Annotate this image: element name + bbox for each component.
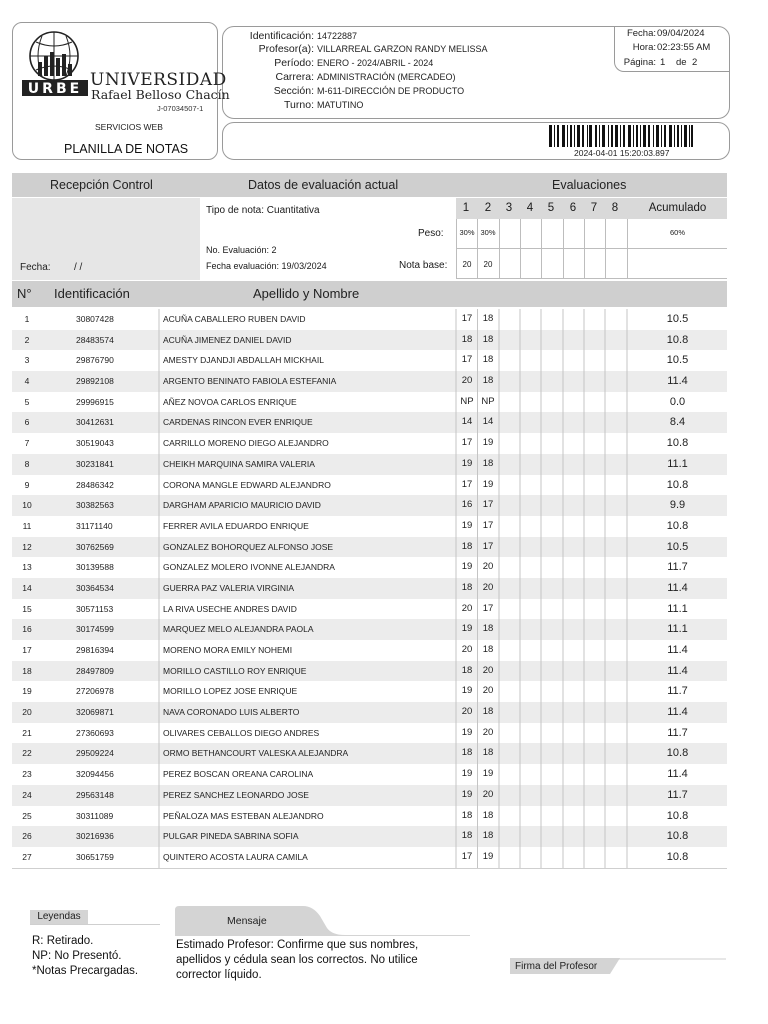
- fecha-label: Fecha:: [626, 28, 656, 39]
- row-nombre: ACUÑA CABALLERO RUBEN DAVID: [163, 314, 306, 324]
- row-nombre: OLIVARES CEBALLOS DIEGO ANDRES: [163, 727, 320, 738]
- row-nombre: MORILLO LOPEZ JOSE ENRIQUE: [163, 686, 298, 697]
- row-nombre: PULGAR PINEDA SABRINA SOFIA: [163, 831, 299, 842]
- row-acumulado: 10.5: [666, 313, 689, 325]
- row-acumulado: 10.5: [666, 540, 689, 553]
- table-bottom-border: [12, 868, 727, 869]
- row-identificacion: 29996915: [76, 396, 114, 407]
- row-identificacion: 31171140: [76, 520, 113, 531]
- eval-col-5: 5: [547, 202, 555, 214]
- row-eval-1: 18: [461, 664, 473, 676]
- row-eval-1: 19: [461, 768, 473, 780]
- row-eval-1: 20: [461, 602, 473, 614]
- fecha-evaluacion: Fecha evaluación: 19/03/2024: [206, 261, 327, 271]
- table-row: [12, 619, 727, 640]
- row-number: 11: [22, 520, 32, 531]
- row-identificacion: 30807428: [76, 314, 114, 324]
- row-eval-2: 18: [482, 375, 494, 387]
- row-eval-1: 19: [461, 519, 473, 531]
- turno-value: MATUTINO: [317, 100, 364, 110]
- row-acumulado: 10.8: [666, 830, 689, 843]
- row-number: 24: [22, 789, 32, 800]
- row-acumulado: 8.4: [669, 416, 686, 429]
- row-identificacion: 30412631: [76, 417, 114, 428]
- row-nombre: AMESTY DJANDJI ABDALLAH MICKHAIL: [163, 355, 324, 366]
- row-number: 10: [22, 500, 32, 511]
- row-eval-2: 19: [482, 437, 494, 449]
- row-nombre: GONZALEZ MOLERO IVONNE ALEJANDRA: [163, 562, 335, 573]
- row-eval-1: 18: [461, 809, 473, 821]
- row-acumulado: 11.7: [667, 788, 688, 801]
- row-identificacion: 30571153: [76, 603, 114, 614]
- mensaje-tab-shape: [175, 906, 475, 938]
- row-eval-1: 14: [461, 416, 473, 428]
- row-acumulado: 11.1: [667, 602, 688, 615]
- row-eval-1: 18: [461, 540, 473, 552]
- row-number: 26: [22, 831, 32, 842]
- row-acumulado: 11.4: [667, 644, 688, 656]
- hora-value: 02:23:55 AM: [657, 42, 711, 53]
- row-nombre: MORENO MORA EMILY NOHEMI: [163, 645, 293, 655]
- table-row: [12, 785, 727, 806]
- row-number: 3: [24, 355, 30, 366]
- turno-label: Turno:: [284, 99, 314, 111]
- row-eval-1: 17: [461, 313, 473, 324]
- row-number: 8: [24, 458, 30, 469]
- table-row: [12, 806, 727, 827]
- table-row: [12, 454, 727, 475]
- row-acumulado: 10.8: [666, 809, 689, 822]
- row-identificacion: 32069871: [76, 707, 114, 718]
- hora-label: Hora:: [632, 42, 656, 53]
- eval-col-4: 4: [526, 202, 534, 214]
- row-eval-2: 18: [482, 809, 494, 821]
- table-row: [12, 640, 727, 661]
- mensaje-title: Mensaje: [227, 915, 267, 927]
- row-acumulado: 10.8: [666, 519, 689, 532]
- tipo-nota: Tipo de nota: Cuantitativa: [206, 205, 320, 216]
- row-eval-1: 18: [461, 333, 473, 345]
- row-number: 12: [22, 541, 32, 552]
- pagina-label: Página:: [623, 57, 656, 68]
- row-number: 17: [22, 645, 32, 655]
- grid-divider: [456, 248, 727, 249]
- document-title: PLANILLA DE NOTAS: [64, 142, 189, 156]
- row-nombre: DARGHAM APARICIO MAURICIO DAVID: [163, 500, 321, 511]
- service-label: SERVICIOS WEB: [95, 122, 163, 132]
- row-eval-2: 18: [482, 623, 494, 635]
- eval-col-3: 3: [505, 202, 513, 214]
- university-subname: Rafael Belloso Chacín: [91, 87, 230, 102]
- row-number: 19: [22, 686, 32, 697]
- row-identificacion: 28497809: [76, 665, 114, 676]
- row-acumulado: 11.7: [667, 726, 688, 739]
- row-nombre: GUERRA PAZ VALERIA VIRGINIA: [163, 582, 294, 593]
- row-identificacion: 28486342: [76, 479, 114, 490]
- peso-1: 30%: [459, 228, 475, 237]
- table-row: [12, 350, 727, 371]
- row-nombre: MARQUEZ MELO ALEJANDRA PAOLA: [163, 624, 314, 635]
- row-identificacion: 27360693: [76, 727, 114, 738]
- row-identificacion: 30651759: [76, 851, 114, 862]
- recepcion-header: Recepción Control: [50, 178, 153, 192]
- row-identificacion: 29876790: [76, 355, 114, 366]
- table-row: [12, 557, 727, 578]
- row-nombre: LA RIVA USECHE ANDRES DAVID: [163, 603, 297, 614]
- nota-base-2: 20: [483, 260, 493, 269]
- row-identificacion: 28483574: [76, 334, 114, 345]
- row-acumulado: 11.4: [667, 768, 688, 781]
- table-row: [12, 847, 727, 868]
- row-eval-2: 18: [482, 830, 494, 842]
- barcode-image: [549, 125, 693, 147]
- row-eval-1: 18: [461, 581, 473, 593]
- nota-base-label: Nota base:: [399, 260, 448, 271]
- row-nombre: ACUÑA JIMENEZ DANIEL DAVID: [163, 334, 292, 345]
- row-acumulado: 9.9: [669, 499, 686, 512]
- row-identificacion: 30311089: [76, 810, 114, 821]
- row-eval-1: 19: [461, 788, 473, 800]
- row-number: 21: [22, 727, 32, 738]
- row-identificacion: 30364534: [76, 582, 114, 593]
- row-acumulado: 11.1: [667, 623, 688, 636]
- row-eval-2: 17: [482, 540, 494, 552]
- row-nombre: ARGENTO BENINATO FABIOLA ESTEFANIA: [163, 376, 337, 387]
- row-eval-1: NP: [460, 395, 474, 407]
- row-eval-1: 19: [461, 726, 473, 738]
- acumulado-peso: 60%: [669, 228, 685, 237]
- row-acumulado: 11.4: [667, 664, 688, 677]
- row-acumulado: 10.8: [666, 478, 689, 491]
- acumulado-header: Acumulado: [648, 202, 707, 214]
- leyendas-title: Leyendas: [30, 910, 88, 924]
- row-identificacion: 29892108: [76, 376, 114, 387]
- row-eval-1: 17: [461, 354, 473, 366]
- eval-col-8: 8: [611, 202, 619, 214]
- table-row: [12, 371, 727, 392]
- row-nombre: AÑEZ NOVOA CARLOS ENRIQUE: [163, 396, 297, 407]
- row-eval-2: 18: [482, 747, 494, 759]
- row-eval-2: 18: [482, 457, 494, 469]
- row-identificacion: 29509224: [76, 748, 114, 759]
- row-eval-2: 18: [482, 354, 494, 366]
- identificacion-label: Identificación:: [249, 30, 314, 42]
- row-eval-1: 20: [461, 375, 473, 387]
- row-number: 22: [22, 748, 32, 759]
- row-number: 14: [22, 582, 32, 593]
- row-acumulado: 11.4: [667, 581, 688, 594]
- barcode-timestamp: 2024-04-01 15:20:03.897: [574, 148, 670, 158]
- col-nombre: Apellido y Nombre: [253, 286, 360, 301]
- row-acumulado: 0.0: [669, 395, 686, 408]
- row-eval-1: 19: [461, 457, 473, 469]
- row-acumulado: 10.8: [666, 333, 689, 346]
- row-eval-1: 19: [461, 561, 473, 573]
- table-row: [12, 495, 727, 516]
- grid-line: [520, 219, 521, 279]
- row-eval-1: 18: [461, 747, 473, 759]
- row-nombre: CORONA MANGLE EDWARD ALEJANDRO: [163, 479, 331, 490]
- col-num: N°: [17, 286, 32, 301]
- identificacion-value: 14722887: [317, 31, 358, 41]
- row-nombre: MORILLO CASTILLO ROY ENRIQUE: [163, 665, 307, 676]
- row-number: 25: [22, 810, 32, 821]
- table-row: [12, 537, 727, 558]
- table-row: [12, 392, 727, 413]
- row-number: 15: [22, 603, 32, 614]
- row-number: 9: [24, 479, 30, 490]
- row-nombre: ORMO BETHANCOURT VALESKA ALEJANDRA: [163, 748, 349, 759]
- grid-line: [499, 219, 500, 279]
- table-row: [12, 826, 727, 847]
- row-nombre: PEÑALOZA MAS ESTEBAN ALEJANDRO: [163, 810, 324, 821]
- row-eval-2: 20: [482, 561, 494, 573]
- reception-fecha-label: Fecha:: [20, 262, 51, 273]
- leyenda-item: *Notas Precargadas.: [32, 965, 139, 977]
- row-eval-2: 17: [482, 499, 494, 511]
- university-name: UNIVERSIDAD: [90, 70, 227, 90]
- row-eval-1: 20: [461, 706, 473, 718]
- table-row: [12, 681, 727, 702]
- row-number: 20: [22, 707, 32, 718]
- row-acumulado: 10.8: [666, 747, 689, 760]
- eval-col-7: 7: [590, 202, 598, 214]
- row-identificacion: 30216936: [76, 831, 114, 842]
- row-eval-1: 19: [461, 623, 473, 635]
- grid-line: [541, 219, 542, 279]
- row-number: 13: [22, 562, 32, 573]
- row-nombre: GONZALEZ BOHORQUEZ ALFONSO JOSE: [163, 541, 334, 552]
- row-nombre: CARDENAS RINCON EVER ENRIQUE: [163, 417, 313, 428]
- profesor-value: VILLARREAL GARZON RANDY MELISSA: [317, 44, 488, 54]
- table-row: [12, 661, 727, 682]
- total-pages-value: 2: [692, 57, 698, 68]
- table-row: [12, 743, 727, 764]
- row-eval-2: 19: [482, 768, 494, 780]
- row-eval-1: 17: [461, 478, 473, 490]
- row-acumulado: 11.7: [667, 685, 688, 698]
- row-acumulado: 11.1: [667, 457, 688, 470]
- row-number: 27: [22, 851, 32, 862]
- row-number: 23: [22, 769, 32, 780]
- seccion-label: Sección:: [273, 85, 314, 97]
- peso-2: 30%: [480, 228, 496, 237]
- de-label: de: [676, 57, 687, 68]
- row-eval-2: 20: [482, 726, 494, 738]
- table-row: [12, 516, 727, 537]
- col-identificacion: Identificación: [54, 286, 130, 301]
- row-identificacion: 30231841: [76, 458, 114, 469]
- logo-lettering: URBE: [27, 81, 83, 97]
- row-nombre: QUINTERO ACOSTA LAURA CAMILA: [163, 851, 308, 862]
- row-eval-1: 18: [461, 830, 473, 842]
- row-eval-1: 17: [461, 850, 473, 862]
- nota-base-1: 20: [462, 260, 472, 269]
- periodo-label: Período:: [274, 57, 314, 69]
- fecha-value: 09/04/2024: [657, 28, 705, 39]
- row-acumulado: 11.7: [667, 561, 688, 574]
- table-row: [12, 702, 727, 723]
- table-row: [12, 475, 727, 496]
- row-eval-2: 18: [482, 313, 494, 324]
- row-eval-1: 16: [461, 499, 473, 511]
- eval-col-2: 2: [484, 202, 492, 214]
- row-acumulado: 10.5: [666, 354, 689, 367]
- table-row: [12, 578, 727, 599]
- row-eval-1: 20: [461, 644, 473, 655]
- row-nombre: CARRILLO MORENO DIEGO ALEJANDRO: [163, 438, 329, 449]
- row-number: 4: [24, 376, 30, 387]
- row-eval-2: 20: [482, 664, 494, 676]
- row-eval-2: 19: [482, 478, 494, 490]
- row-eval-2: 17: [482, 602, 494, 614]
- row-identificacion: 29816394: [76, 645, 114, 655]
- students-table: [12, 309, 727, 868]
- row-acumulado: 11.4: [667, 706, 688, 719]
- table-row: [12, 309, 727, 330]
- table-row: [12, 412, 727, 433]
- table-row: [12, 599, 727, 620]
- peso-label: Peso:: [418, 228, 444, 239]
- row-eval-2: 18: [482, 706, 494, 718]
- row-eval-2: 14: [482, 416, 494, 428]
- table-row: [12, 330, 727, 351]
- row-nombre: FERRER AVILA EDUARDO ENRIQUE: [163, 520, 309, 531]
- pagina-value: 1: [660, 57, 666, 68]
- datos-header: Datos de evaluación actual: [248, 178, 399, 192]
- row-identificacion: 30174599: [76, 624, 114, 635]
- profesor-label: Profesor(a):: [258, 43, 314, 55]
- grid-line: [584, 219, 585, 279]
- row-number: 6: [24, 417, 30, 428]
- row-identificacion: 29563148: [76, 789, 114, 800]
- row-eval-2: 17: [482, 519, 494, 531]
- leyendas-underline: [30, 924, 160, 925]
- evaluaciones-header: Evaluaciones: [552, 178, 627, 192]
- eval-col-1: 1: [462, 202, 470, 214]
- row-number: 18: [22, 665, 32, 676]
- row-eval-1: 19: [461, 685, 473, 697]
- row-number: 16: [22, 624, 32, 635]
- row-eval-2: NP: [481, 395, 495, 407]
- row-acumulado: 10.8: [666, 850, 689, 863]
- row-nombre: CHEIKH MARQUINA SAMIRA VALERIA: [163, 458, 315, 469]
- row-number: 7: [24, 438, 30, 449]
- row-identificacion: 30382563: [76, 500, 114, 511]
- row-eval-2: 18: [482, 333, 494, 345]
- row-eval-2: 19: [482, 850, 494, 862]
- grid-line: [563, 219, 564, 279]
- row-identificacion: 30139588: [76, 562, 114, 573]
- row-eval-2: 20: [482, 788, 494, 800]
- row-acumulado: 10.8: [666, 437, 689, 450]
- mensaje-text: Estimado Profesor: Confirme que sus nombres, apellidos y cédula sean los correctos. No utilice corrector líquido.: [176, 939, 419, 981]
- row-number: 5: [24, 396, 30, 407]
- reception-fecha-value: / /: [74, 262, 83, 273]
- row-eval-1: 17: [461, 437, 473, 449]
- carrera-value: ADMINISTRACIÓN (MERCADEO): [317, 72, 456, 82]
- periodo-value: ENERO - 2024/ABRIL - 2024: [317, 58, 434, 68]
- row-nombre: NAVA CORONADO LUIS ALBERTO: [163, 707, 300, 718]
- eval-col-6: 6: [569, 202, 577, 214]
- row-number: 1: [24, 314, 30, 324]
- row-eval-2: 20: [482, 581, 494, 593]
- firma-label: Firma del Profesor: [515, 961, 598, 972]
- row-identificacion: 30762569: [76, 541, 114, 552]
- table-row: [12, 764, 727, 785]
- table-row: [12, 723, 727, 744]
- table-row: [12, 433, 727, 454]
- leyenda-item: R: Retirado.: [32, 935, 94, 947]
- seccion-value: M-611-DIRECCIÓN DE PRODUCTO: [317, 86, 465, 96]
- leyenda-item: NP: No Presentó.: [32, 950, 122, 962]
- row-eval-2: 18: [482, 644, 494, 655]
- row-acumulado: 11.4: [667, 375, 688, 388]
- row-number: 2: [24, 334, 30, 345]
- row-identificacion: 27206978: [76, 686, 114, 697]
- grid-line: [605, 219, 606, 279]
- row-nombre: PEREZ BOSCAN OREANA CAROLINA: [163, 769, 314, 780]
- row-identificacion: 30519043: [76, 438, 114, 449]
- university-rif: J-07034507-1: [157, 104, 204, 113]
- row-identificacion: 32094456: [76, 769, 114, 780]
- row-nombre: PEREZ SANCHEZ LEONARDO JOSE: [163, 789, 309, 800]
- carrera-label: Carrera:: [275, 71, 314, 83]
- row-eval-2: 20: [482, 685, 494, 697]
- no-evaluacion: No. Evaluación: 2: [206, 245, 277, 255]
- university-logo: [20, 30, 88, 102]
